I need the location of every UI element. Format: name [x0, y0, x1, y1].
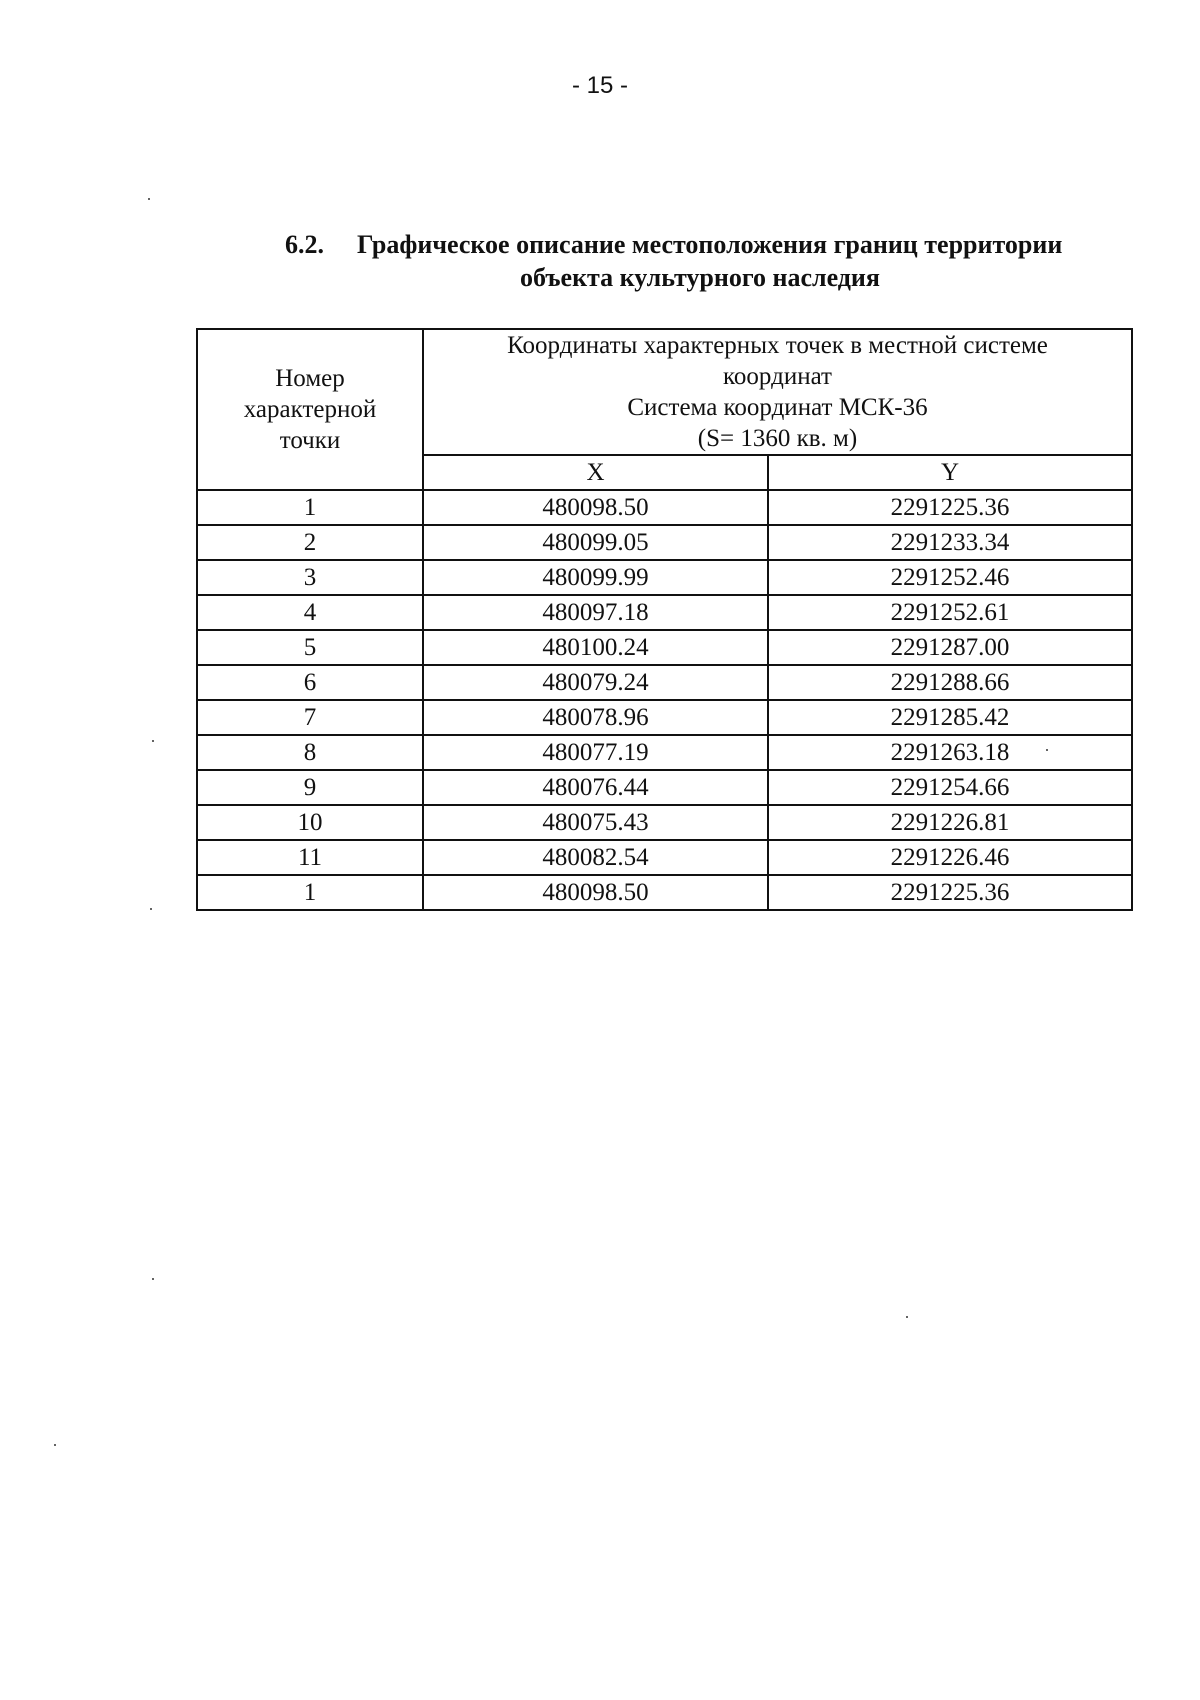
- x-column-header: X: [423, 455, 768, 490]
- scan-speck: [1046, 749, 1048, 751]
- y-cell: 2291252.46: [768, 560, 1132, 595]
- page-number: - 15 -: [571, 72, 628, 99]
- scan-speck: [152, 740, 154, 742]
- point-cell: 10: [197, 805, 423, 840]
- table-row: [197, 665, 1132, 700]
- coordinate-system-header-line: координат: [723, 363, 832, 390]
- table-row: [197, 490, 1132, 525]
- point-cell: 8: [197, 735, 423, 770]
- y-cell: 2291263.18: [768, 735, 1132, 770]
- coordinate-system-header: [423, 329, 1132, 455]
- y-cell: 2291287.00: [768, 630, 1132, 665]
- y-cell: 2291225.36: [768, 490, 1132, 525]
- x-cell: 480076.44: [423, 770, 768, 805]
- x-cell: 480100.24: [423, 630, 768, 665]
- x-cell: 480098.50: [423, 875, 768, 910]
- y-cell: 2291254.66: [768, 770, 1132, 805]
- point-cell: 11: [197, 840, 423, 875]
- point-cell: 3: [197, 560, 423, 595]
- point-cell: 4: [197, 595, 423, 630]
- table-row: [197, 770, 1132, 805]
- table-row: [197, 595, 1132, 630]
- section-title-line1: Графическое описание местоположения границ территории: [357, 230, 1063, 259]
- section-heading: [285, 228, 1145, 294]
- point-cell: 9: [197, 770, 423, 805]
- x-cell: 480082.54: [423, 840, 768, 875]
- x-cell: 480099.05: [423, 525, 768, 560]
- coordinate-system-header-line: Система координат МСК-36: [627, 394, 928, 421]
- table-row: [197, 840, 1132, 875]
- scan-speck: [152, 1278, 154, 1280]
- header-row: [197, 329, 1132, 455]
- table-row: [197, 700, 1132, 735]
- table-row: [197, 805, 1132, 840]
- x-cell: 480099.99: [423, 560, 768, 595]
- x-cell: 480098.50: [423, 490, 768, 525]
- point-cell: 7: [197, 700, 423, 735]
- y-cell: 2291233.34: [768, 525, 1132, 560]
- scan-speck: [148, 198, 150, 200]
- y-cell: 2291226.46: [768, 840, 1132, 875]
- table-row: [197, 525, 1132, 560]
- coordinates-table: [196, 328, 1133, 911]
- y-cell: 2291252.61: [768, 595, 1132, 630]
- point-cell: 2: [197, 525, 423, 560]
- x-cell: 480075.43: [423, 805, 768, 840]
- section-title-line2: объекта культурного наследия: [520, 263, 880, 292]
- point-cell: 1: [197, 490, 423, 525]
- point-number-header: [197, 329, 423, 490]
- table-row: [197, 630, 1132, 665]
- point-number-header-line: характерной: [243, 396, 377, 423]
- point-number-header-line: Номер: [275, 365, 345, 392]
- point-cell: 6: [197, 665, 423, 700]
- scan-speck: [54, 1444, 56, 1446]
- point-cell: 1: [197, 875, 423, 910]
- x-cell: 480079.24: [423, 665, 768, 700]
- coordinates-table-body: [197, 490, 1132, 910]
- table-row: [197, 560, 1132, 595]
- x-cell: 480077.19: [423, 735, 768, 770]
- y-cell: 2291288.66: [768, 665, 1132, 700]
- table-row: [197, 735, 1132, 770]
- section-number: 6.2.: [285, 230, 324, 259]
- x-cell: 480097.18: [423, 595, 768, 630]
- point-cell: 5: [197, 630, 423, 665]
- coordinate-system-header-line: Координаты характерных точек в местной системе: [507, 332, 1048, 359]
- table-row: [197, 875, 1132, 910]
- scan-speck: [906, 1316, 908, 1318]
- scan-speck: [150, 908, 152, 910]
- x-cell: 480078.96: [423, 700, 768, 735]
- y-cell: 2291226.81: [768, 805, 1132, 840]
- y-cell: 2291225.36: [768, 875, 1132, 910]
- point-number-header-line: точки: [279, 427, 341, 454]
- coordinate-system-header-line: (S= 1360 кв. м): [697, 425, 858, 452]
- y-column-header: Y: [768, 455, 1132, 490]
- y-cell: 2291285.42: [768, 700, 1132, 735]
